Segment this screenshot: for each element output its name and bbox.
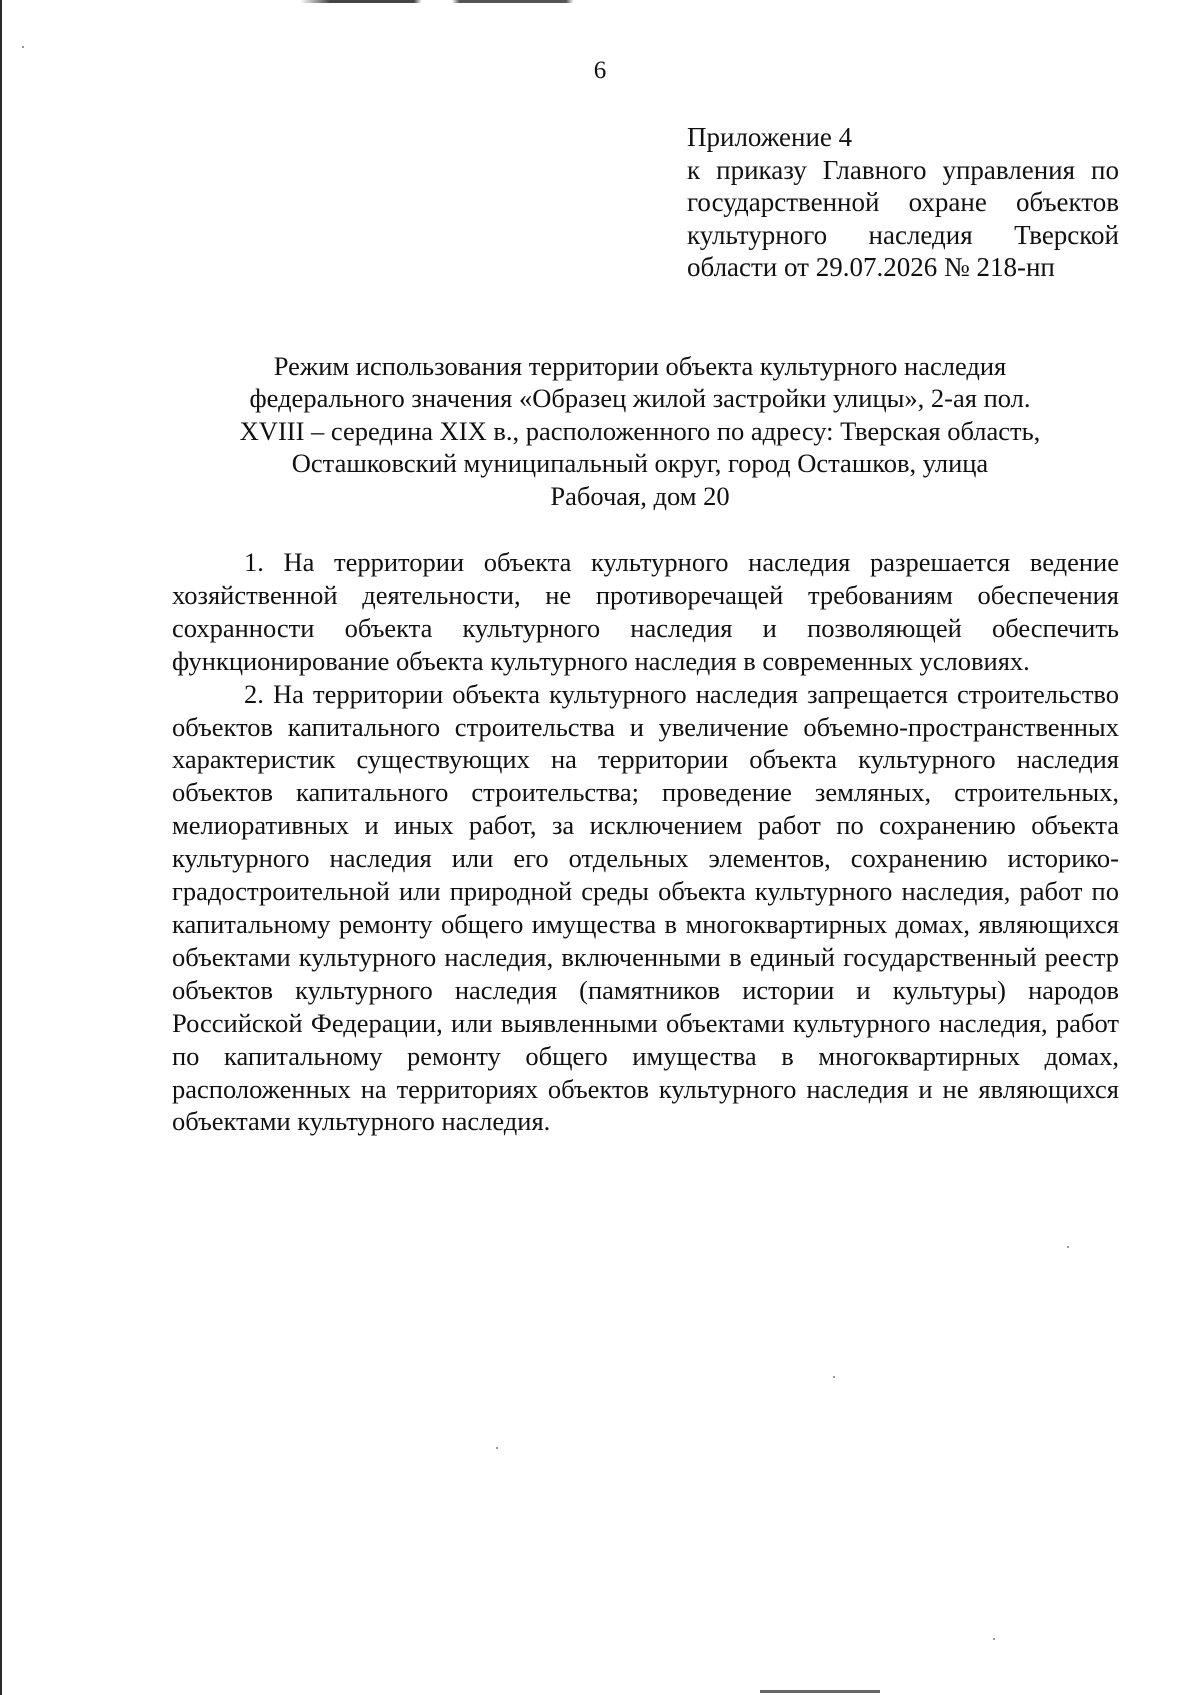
appendix-line: Приложение 4 [687,122,853,152]
clause-2: 2. На территории объекта культурного наследия запрещается строительство объектов капитального строительства и увеличение объемно-пространственных характеристик существующих на территории объекта культурного наследия объектов капитального строительства; проведение земляных, строительных, мелиоративных и иных работ, за исключением работ по сохранению объекта культурного наследия или его отдельных элементов, сохранению историко-градостроительной или природной среды объекта культурного наследия, работ по капитальному ремонту общего имущества в многоквартирных домах, являющихся объектами культурного наследия, включенными в единый государственный реестр объектов культурного наследия (памятников истории и культуры) народов Российской Федерации, или выявленными объектами культурного наследия, работ по капитальному ремонту общего имущества в многоквартирных домах, расположенных на территориях объектов культурного наследия и не являющихся объектами культурного наследия. [172,678,1119,1137]
title-line: федерального значения «Образец жилой застройки улицы», 2-ая пол. [249,383,1031,414]
scan-speck [993,1638,995,1640]
page-number: 6 [593,57,607,84]
title-line: XVIII – середина XIX в., расположенного по адресу: Тверская область, [239,415,1041,446]
clause-1: 1. На территории объекта культурного наследия разрешается ведение хозяйственной деятельности, не противоречащей требованиям обеспечения сохранности объекта культурного наследия и позволяющей обеспечить функционирование объекта культурного наследия в современных условиях. [172,547,1119,676]
scan-edge-bottom [760,1690,880,1693]
title-line: Рабочая, дом 20 [550,480,730,511]
appendix-line: государственной охране объектов [687,187,1119,217]
scan-speck [833,1376,835,1378]
appendix-line: культурного наследия Тверской [687,219,1119,250]
title-line: Режим использования территории объекта культурного наследия [273,351,1007,381]
scan-edge-left [0,0,2,1695]
scan-edge-top [300,0,680,3]
appendix-line: области от 29.07.2026 № 218-нп [687,252,1055,282]
appendix-header [687,121,1119,284]
document-body [172,546,1119,1138]
scan-speck [1067,1246,1069,1248]
scan-speck [496,1447,498,1449]
title-line: Осташковский муниципальный округ, город Осташков, улица [291,448,989,479]
document-title [160,350,1120,512]
appendix-line: к приказу Главного управления по [687,154,1119,185]
scan-speck [22,46,24,48]
